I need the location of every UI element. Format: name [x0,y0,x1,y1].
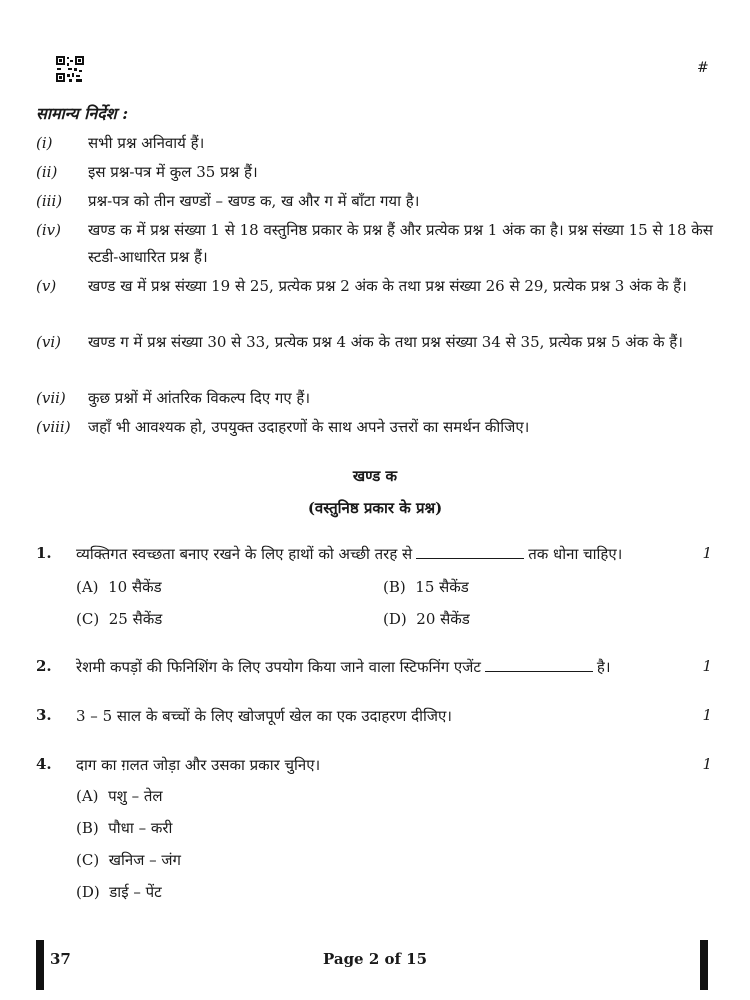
question-text-part: है। [596,658,611,676]
instruction-text: प्रश्न-पत्र को तीन खण्डों – खण्ड क, ख और ग में बाँटा गया है। [88,192,420,210]
option-label: (B) [383,578,406,596]
option-text: 20 सैकेंड [416,610,470,628]
option-label: (C) [76,610,100,628]
option-c [76,850,181,870]
instruction-item [36,159,716,186]
instruction-number: (iii) [36,192,63,210]
qr-code-icon [56,56,84,82]
instruction-item [36,130,716,157]
option-b [383,577,469,597]
instruction-item [36,414,716,441]
instruction-item [36,188,716,215]
instruction-text: इस प्रश्न-पत्र में कुल 35 प्रश्न हैं। [88,163,258,181]
question-text [76,544,696,564]
instruction-item [36,329,716,356]
option-label: (C) [76,851,100,869]
option-d [383,609,470,629]
instruction-text: खण्ड ख में प्रश्न संख्या 19 से 25, प्रत्येक प्रश्न 2 अंक के तथा प्रश्न संख्या 26 से 29, प्रत्येक प्रश्न 3 अंक के हैं। [88,277,687,295]
instruction-item [36,217,716,271]
option-text: खनिज – जंग [108,851,181,869]
instruction-text: जहाँ भी आवश्यक हो, उपयुक्त उदाहरणों के साथ अपने उत्तरों का समर्थन कीजिए। [88,418,530,436]
option-c [76,609,162,629]
question-text-part: व्यक्तिगत स्वच्छता बनाए रखने के लिए हाथों को अच्छी तरह से [76,545,413,563]
instruction-text: सभी प्रश्न अनिवार्य हैं। [88,134,205,152]
answer-blank [416,546,524,559]
question-2 [36,657,716,681]
option-text: डाई – पेंट [109,883,162,901]
instructions-title: सामान्य निर्देश : [36,104,129,123]
instruction-number: (viii) [36,418,71,436]
answer-blank [485,659,593,672]
question-3 [36,706,716,730]
instruction-number: (v) [36,277,57,295]
option-label: (A) [76,578,99,596]
question-text-part: रेशमी कपड़ों की फिनिशिंग के लिए उपयोग किया जाने वाला स्टिफनिंग एजेंट [76,658,481,676]
instruction-item [36,273,716,300]
section-subtitle: (वस्तुनिष्ठ प्रकार के प्रश्न) [307,499,443,517]
question-4 [36,755,716,779]
option-text: पौधा – करी [108,819,173,837]
instruction-text: खण्ड ग में प्रश्न संख्या 30 से 33, प्रत्येक प्रश्न 4 अंक के तथा प्रश्न संख्या 34 से 35, प्रत्येक प्रश्न 5 अंक के हैं। [88,333,683,351]
option-text: 10 सैकेंड [108,578,162,596]
instruction-text: कुछ प्रश्नों में आंतरिक विकल्प दिए गए हैं। [88,389,311,407]
instruction-number: (ii) [36,163,58,181]
option-a [76,786,163,806]
option-label: (A) [76,787,99,805]
hash-mark: # [697,60,709,76]
question-number: 1. [36,544,52,562]
question-number: 2. [36,657,52,675]
section-title: खण्ड क [352,467,398,485]
instruction-text: खण्ड क में प्रश्न संख्या 1 से 18 वस्तुनिष्ठ प्रकार के प्रश्न हैं और प्रत्येक प्रश्न 1 अंक का है। प्रश्न संख्या 15 से 18 केस स्टडी-आधारित प्रश्न हैं। [88,221,713,266]
question-marks: 1 [702,706,712,724]
instruction-number: (vii) [36,389,66,407]
option-text: पशु – तेल [108,787,163,805]
question-number: 3. [36,706,52,724]
option-b [76,818,172,838]
option-d [76,882,162,902]
question-marks: 1 [702,755,712,773]
option-text: 25 सैकेंड [108,610,163,628]
question-marks: 1 [702,544,712,562]
option-text: 15 सैकेंड [415,578,469,596]
question-text [76,657,696,677]
instruction-item [36,385,716,412]
instruction-number: (i) [36,134,53,152]
option-label: (B) [76,819,99,837]
option-a [76,577,162,597]
paper-code: 37 [50,950,71,968]
question-text-part: तक धोना चाहिए। [528,545,623,563]
option-label: (D) [383,610,407,628]
question-number: 4. [36,755,52,773]
footer-right-bar [700,940,708,990]
page-number: Page 2 of 15 [322,950,428,968]
option-label: (D) [76,883,100,901]
instruction-number: (iv) [36,221,61,239]
question-marks: 1 [702,657,712,675]
question-text: 3 – 5 साल के बच्चों के लिए खोजपूर्ण खेल का एक उदाहरण दीजिए। [76,707,452,725]
question-1 [36,544,716,568]
instruction-number: (vi) [36,333,61,351]
question-text: दाग का ग़लत जोड़ा और उसका प्रकार चुनिए। [76,756,321,774]
